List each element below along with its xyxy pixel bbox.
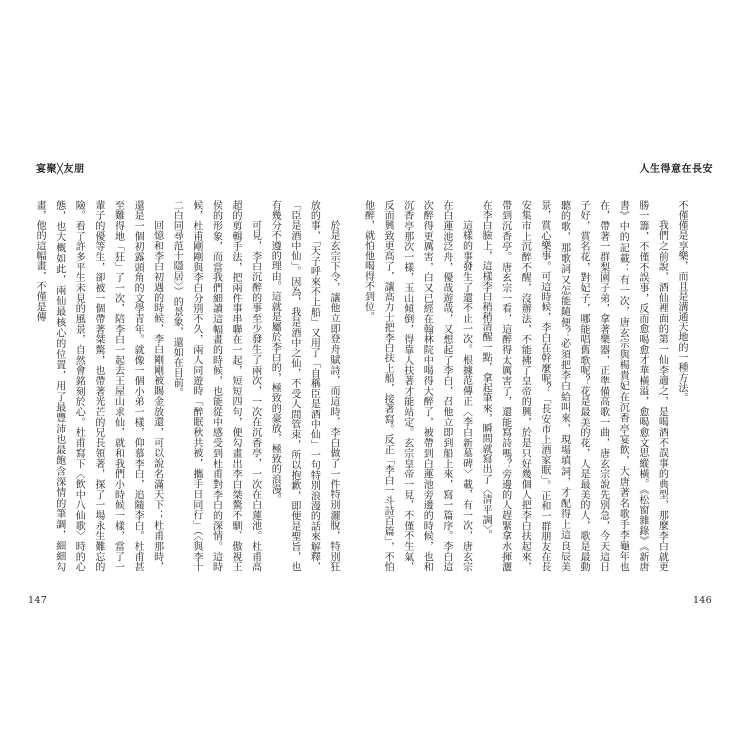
right-page-number: 146	[692, 595, 712, 606]
left-page-number: 147	[28, 595, 48, 606]
left-paragraph-2: 可見，李白沉醉的事至少發生了兩次，一次在沉香亭，一次在白蓮池。杜甫高超的剪輯手法，把兩件事串聯在一起，短短四句，便勾畫出李白桀驁不馴、傲視王侯的形象，而當我們細讀這幅畫的時候，也能從中感受到杜甫對李白的深情。這時候，杜甫剛剛與李白分別不久，兩人同遊時「醉眠秋共被，攜手日同行」（〈與李十二白同尋范十隱居〉）的景象，還如在目前。	[171, 200, 261, 572]
right-paragraph-1: 不僅僅是享樂，而且是溝通天地的一種方法。	[676, 200, 687, 403]
right-body-text	[362, 200, 691, 572]
left-paragraph-1: 於是玄宗下令，讓他立即登舟賦詩，而這時，李白做了一件特別灑脫，特別狂放的事，「天子呼來不上船」又用了「自稱臣是酒中仙」一句特別浪漫的話來解釋，「臣是酒中仙」。因為，我是酒中之仙，不受人間管束，所以抱歉，即便是聖旨，也有幾分不遵的理由。這就是屬於李白的，極致的豪放，極致的浪漫。	[269, 200, 339, 572]
right-running-head: 人生得意在長安	[639, 164, 713, 175]
left-paragraph-3: 回憶和李白初遇的時候，李白剛剛被賜金放還，可以說名滿天下；杜甫那時，還是一個初露頭角的文學青年。就像一個小弟一樣，仰慕李白，追隨李白。杜甫甚至難得地「狂」了一次，陪李白一起去王屋山求仙，就和我們小時候一樣，當了一輩子的優等生，卻被一個帶著桀驁，也帶著光芒的兄長領著，探了一場永生難忘的險。看了許多平生未見的風景，自然會銘刻於心。杜甫寫下〈飲中八仙歌〉時的心態，也大概如此，兩仙最核心的位置，用了最豐沛也最飽含深情的筆調，細細勾畫，他的這幅畫，不僅是傳	[34, 200, 163, 572]
left-running-head: 宴聚╳友朋	[36, 164, 85, 175]
left-body-text	[34, 200, 343, 572]
right-page	[362, 0, 750, 750]
right-paragraph-3: 這樣的事發生了還不止一次。根據范傳正〈李白新墓碑〉載，有一次，唐玄宗在白蓮池泛舟，優哉遊哉，又想起了李白，召他立即到船上來，寫一篇序。李白這次醉得更厲害，白又已經在翰林院中喝得大醉了，被帶到白蓮池旁邊的時候，也和沉香亭那次一樣，玉山傾倒，得靠人扶著才能站定。玄宗皇帝一見，不僅不生氣，反而興致更高了，讓高力士把李白扶上船，接著寫。反正「李白一斗詩百篇」，不怕他醉，就怕他喝得不到位。	[362, 200, 472, 572]
right-paragraph-2: 我們之前說，酒仙裡面的第一仙李適之，是喝酒不誤事的典型，那麼李白就更勝一籌，不僅不誤事，反而愈喝愈才華橫溢，愈喝愈文思縱橫。《松窗雜錄》《新唐書》中的記載：有一次，唐玄宗與楊貴妃在沉香亭宴飲，大唐著名歌手李龜年也在，帶著一群梨園子弟，拿著樂器，正準備高歌一曲，唐玄宗說先別急，今天這日子好，賞名花，對妃子，哪能唱舊歌呢？花是最美的花，人是最美的人，歌是最動聽的歌，那歌詞又怎能隨便？必須把李白給叫來，現場填詞，才配得上這良辰美景，賞心樂事。可這時候，李白在幹麼呢？「長安市上酒家眠」。正和一群朋友在長安集市上沉醉不醒，沒辦法，不能拂了皇帝的興，於是只好幾個人把李白扶起來，帶到沉香亭。唐玄宗一看，這醉得太厲害了，還能寫詩嗎？旁邊的人趕緊拿水揮灑在李白臉上，這樣李白稍稍清醒一點，拿起筆來，瞬間就寫出了〈清平調〉。	[480, 200, 668, 572]
